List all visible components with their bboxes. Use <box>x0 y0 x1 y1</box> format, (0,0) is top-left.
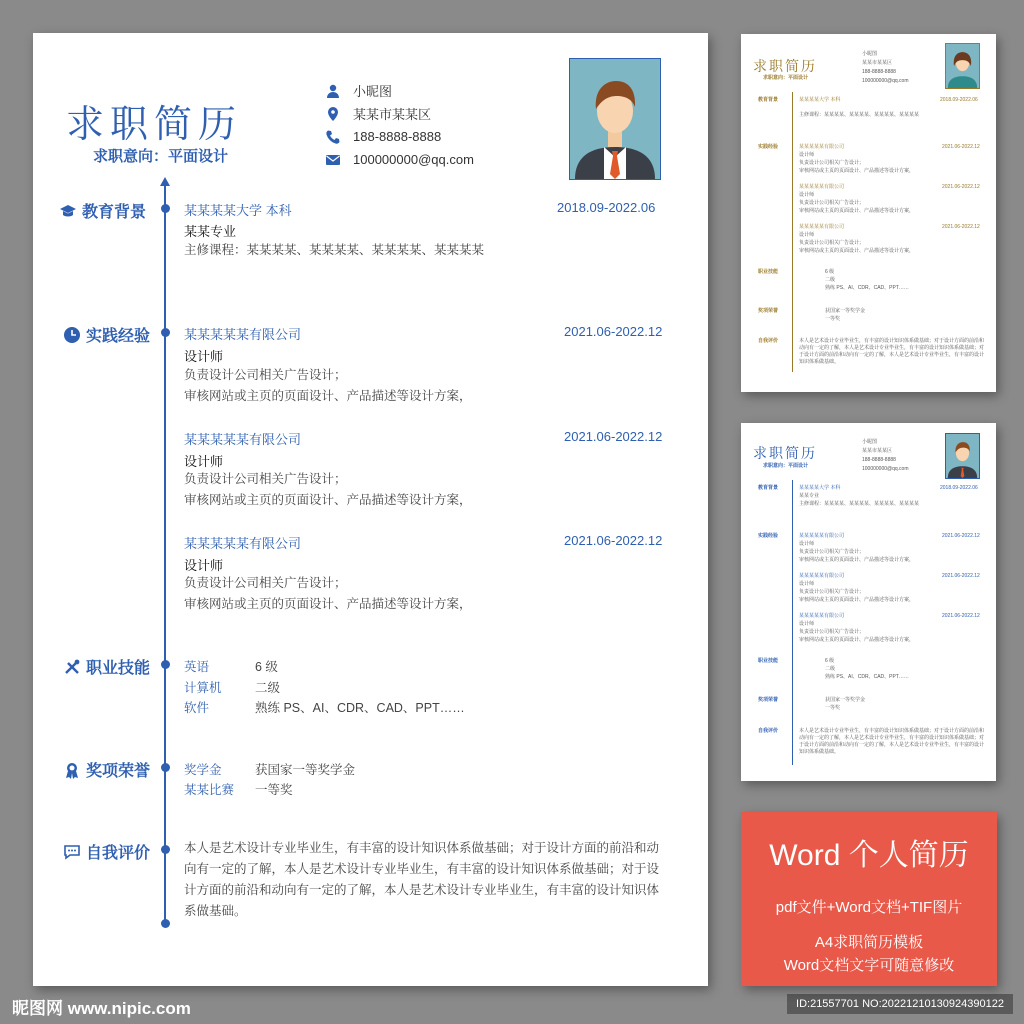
thumb-line: 6 级 <box>825 269 835 275</box>
thumb-section-label: 实践经验 <box>758 144 779 150</box>
image-id-bar: ID:21557701 NO:20221210130924390122 <box>787 994 1013 1014</box>
resume-title: 求职简历 <box>66 104 243 146</box>
promo-line2: A4求职简历模板 <box>814 934 924 951</box>
experience-date: 2021.06-2022.12 <box>564 324 663 339</box>
section-education-heading: 教育背景 <box>59 199 146 222</box>
thumb-photo <box>945 43 980 89</box>
timeline-dot <box>161 763 170 772</box>
thumb-line: 主修课程：某某某某、某某某某、某某某某、某某某某 <box>799 112 920 118</box>
location-icon <box>325 106 341 122</box>
thumb-line: 审核网站或主页的页面设计、产品描述等设计方案， <box>799 248 915 254</box>
thumb-line: 本人是艺术设计专业毕业生，有丰富的设计知识体系做基础；对于设计方面的前沿和动向有一定的了解，本人是艺术设计专业毕业生，有丰富的设计知识体系做基础；对于设计方面的前沿和动向有一定的了解，本人是艺术设计专业毕业生，有丰富的设计知识体系做基础。 <box>799 728 985 755</box>
experience-role: 设计师 <box>184 454 224 469</box>
thumbnail-gold-template <box>741 34 996 392</box>
skill-label: 英语 <box>184 660 210 674</box>
avatar-illustration-icon <box>570 59 660 179</box>
timeline-dot <box>161 204 170 213</box>
thumb-line: 某某某某某有限公司 <box>799 533 845 539</box>
timeline-arrow-icon <box>160 177 170 186</box>
education-date: 2018.09-2022.06 <box>557 200 656 215</box>
thumb-section-label: 自我评价 <box>758 728 779 734</box>
award-value: 获国家一等奖学金 <box>255 763 356 777</box>
experience-role: 设计师 <box>184 349 224 364</box>
timeline-dot <box>161 919 170 928</box>
promo-headline: Word 个人简历 <box>769 839 969 872</box>
thumb-date: 2018.09-2022.06 <box>940 485 978 491</box>
thumbnail-blue-template <box>741 423 996 781</box>
education-school: 某某某某大学 本科 <box>184 203 292 218</box>
thumb-line: 负责设计公司相关广告设计； <box>799 589 865 595</box>
experience-date: 2021.06-2022.12 <box>564 429 663 444</box>
thumb-line: 审核网站或主页的页面设计、产品描述等设计方案， <box>799 637 915 643</box>
resume-main-page <box>33 33 708 986</box>
thumb-line: 某某某某大学 本科 <box>799 485 841 491</box>
section-experience-heading: 实践经验 <box>63 323 150 346</box>
thumb-line: 审核网站或主页的页面设计、产品描述等设计方案， <box>799 168 915 174</box>
skill-value: 二级 <box>255 681 281 695</box>
timeline-dot <box>161 328 170 337</box>
thumb-timeline-line <box>792 92 793 372</box>
phone-icon <box>325 129 341 145</box>
thumb-intent: 求职意向：平面设计 <box>763 75 809 81</box>
thumb-date: 2021.06-2022.12 <box>942 533 980 539</box>
thumb-timeline-line <box>792 480 793 765</box>
thumb-date: 2021.06-2022.12 <box>942 224 980 230</box>
thumb-line: 设计师 <box>799 232 815 238</box>
thumb-line: 负责设计公司相关广告设计； <box>799 160 865 166</box>
timeline-line <box>164 183 166 923</box>
thumb-contact: 188-8888-8888 <box>862 69 896 75</box>
thumb-line: 某某某某某有限公司 <box>799 184 845 190</box>
thumb-line: 二级 <box>825 666 836 672</box>
thumb-section-label: 实践经验 <box>758 533 779 539</box>
promo-banner <box>741 812 997 986</box>
experience-company: 某某某某某有限公司 <box>184 327 302 342</box>
section-skills-heading: 职业技能 <box>63 655 150 678</box>
avatar-illustration-icon <box>946 44 979 88</box>
thumb-intent: 求职意向：平面设计 <box>763 463 809 469</box>
skill-value: 6 级 <box>255 660 278 674</box>
medal-icon <box>63 761 81 779</box>
thumb-date: 2021.06-2022.12 <box>942 613 980 619</box>
award-value: 一等奖 <box>255 783 293 797</box>
experience-duty: 审核网站或主页的页面设计、产品描述等设计方案， <box>184 597 472 611</box>
email-icon <box>325 152 341 168</box>
thumb-contact: 100000000@qq.com <box>862 78 909 84</box>
thumb-photo <box>945 433 980 479</box>
skill-value: 熟练 PS、AI、CDR、CAD、PPT…… <box>255 701 465 715</box>
contact-email: 100000000@qq.com <box>325 148 474 171</box>
thumb-section-label: 教育背景 <box>758 485 779 491</box>
thumb-line: 负责设计公司相关广告设计； <box>799 549 865 555</box>
thumb-line: 设计师 <box>799 581 815 587</box>
thumb-line: 熟练 PS、AI、CDR、CAD、PPT…… <box>825 285 909 291</box>
experience-duty: 负责设计公司相关广告设计； <box>184 576 347 590</box>
thumb-title: 求职简历 <box>753 58 817 74</box>
thumb-line: 获国家一等奖学金 <box>825 697 866 703</box>
contact-name: 小昵图 <box>325 79 474 102</box>
thumb-line: 设计师 <box>799 192 815 198</box>
thumb-line: 审核网站或主页的页面设计、产品描述等设计方案， <box>799 557 915 563</box>
contact-list <box>325 79 474 171</box>
section-awards-heading: 奖项荣誉 <box>63 758 150 781</box>
graduation-cap-icon <box>59 202 77 220</box>
thumb-line: 熟练 PS、AI、CDR、CAD、PPT…… <box>825 674 909 680</box>
thumb-line: 本人是艺术设计专业毕业生，有丰富的设计知识体系做基础；对于设计方面的前沿和动向有一定的了解，本人是艺术设计专业毕业生，有丰富的设计知识体系做基础；对于设计方面的前沿和动向有一定的了解，本人是艺术设计专业毕业生，有丰富的设计知识体系做基础。 <box>799 338 985 365</box>
thumb-line: 负责设计公司相关广告设计； <box>799 629 865 635</box>
skill-label: 计算机 <box>184 681 222 695</box>
thumb-line: 某某某某大学 本科 <box>799 97 841 103</box>
job-intent: 求职意向：平面设计 <box>93 148 229 165</box>
thumb-date: 2021.06-2022.12 <box>942 184 980 190</box>
thumb-line: 某某某某某有限公司 <box>799 144 845 150</box>
thumb-section-label: 奖项荣誉 <box>758 697 779 703</box>
site-watermark: 昵图网 www.nipic.com <box>12 999 191 1018</box>
experience-duty: 审核网站或主页的页面设计、产品描述等设计方案， <box>184 389 472 403</box>
thumb-line: 设计师 <box>799 541 815 547</box>
chat-icon <box>63 843 81 861</box>
thumb-line: 二级 <box>825 277 836 283</box>
experience-role: 设计师 <box>184 558 224 573</box>
thumb-line: 设计师 <box>799 621 815 627</box>
thumb-section-label: 职业技能 <box>758 269 779 275</box>
thumb-line: 获国家一等奖学金 <box>825 308 866 314</box>
thumb-section-label: 自我评价 <box>758 338 779 344</box>
award-label: 奖学金 <box>184 763 222 777</box>
thumb-line: 6 级 <box>825 658 835 664</box>
thumb-date: 2021.06-2022.12 <box>942 144 980 150</box>
thumb-line: 负责设计公司相关广告设计； <box>799 240 865 246</box>
thumb-line: 主修课程：某某某某、某某某某、某某某某、某某某某 <box>799 501 920 507</box>
timeline-dot <box>161 845 170 854</box>
thumb-line: 审核网站或主页的页面设计、产品描述等设计方案， <box>799 597 915 603</box>
thumb-contact: 小昵图 <box>862 439 878 445</box>
profile-photo <box>569 58 661 180</box>
thumb-section-label: 职业技能 <box>758 658 779 664</box>
thumb-line: 某某专业 <box>799 493 820 499</box>
thumb-contact: 小昵图 <box>862 51 878 57</box>
timeline-dot <box>161 660 170 669</box>
self-evaluation-text: 本人是艺术设计专业毕业生，有丰富的设计知识体系做基础；对于设计方面的前沿和动向有一定的了解，本人是艺术设计专业毕业生，有丰富的设计知识体系做基础；对于设计方面的前沿和动向有一定的了解，本人是艺术设计专业毕业生，有丰富的设计知识体系做基础。 <box>184 841 660 918</box>
education-major: 某某专业 <box>184 224 237 239</box>
tools-icon <box>63 658 81 676</box>
experience-duty: 负责设计公司相关广告设计； <box>184 368 347 382</box>
experience-duty: 审核网站或主页的页面设计、产品描述等设计方案， <box>184 493 472 507</box>
thumb-contact: 某某市某某区 <box>862 448 893 454</box>
thumb-line: 某某某某某有限公司 <box>799 224 845 230</box>
thumb-line: 负责设计公司相关广告设计； <box>799 200 865 206</box>
contact-phone: 188-8888-8888 <box>325 125 474 148</box>
award-label: 某某比赛 <box>184 783 235 797</box>
thumb-date: 2018.09-2022.06 <box>940 97 978 103</box>
thumb-contact: 某某市某某区 <box>862 60 893 66</box>
experience-date: 2021.06-2022.12 <box>564 533 663 548</box>
experience-duty: 负责设计公司相关广告设计； <box>184 472 347 486</box>
thumb-line: 一等奖 <box>825 705 841 711</box>
thumb-line: 设计师 <box>799 152 815 158</box>
thumb-line: 某某某某某有限公司 <box>799 613 845 619</box>
promo-line3: Word文档文字可随意修改 <box>783 957 955 974</box>
promo-line1: pdf文件+Word文档+TIF图片 <box>775 899 963 916</box>
contact-address: 某某市某某区 <box>325 102 474 125</box>
experience-company: 某某某某某有限公司 <box>184 432 302 447</box>
thumb-contact: 100000000@qq.com <box>862 466 909 472</box>
experience-company: 某某某某某有限公司 <box>184 536 302 551</box>
thumb-contact: 188-8888-8888 <box>862 457 896 463</box>
thumb-line: 某某某某某有限公司 <box>799 573 845 579</box>
avatar-illustration-icon <box>946 434 979 478</box>
clock-icon <box>63 326 81 344</box>
thumb-date: 2021.06-2022.12 <box>942 573 980 579</box>
thumb-section-label: 奖项荣誉 <box>758 308 779 314</box>
thumb-section-label: 教育背景 <box>758 97 779 103</box>
education-courses: 主修课程：某某某某、某某某某、某某某某、某某某某 <box>184 243 485 257</box>
thumb-line: 一等奖 <box>825 316 841 322</box>
thumb-line: 审核网站或主页的页面设计、产品描述等设计方案， <box>799 208 915 214</box>
thumb-title: 求职简历 <box>753 445 817 461</box>
skill-label: 软件 <box>184 701 210 715</box>
user-icon <box>325 83 341 99</box>
section-self-heading: 自我评价 <box>63 840 150 863</box>
